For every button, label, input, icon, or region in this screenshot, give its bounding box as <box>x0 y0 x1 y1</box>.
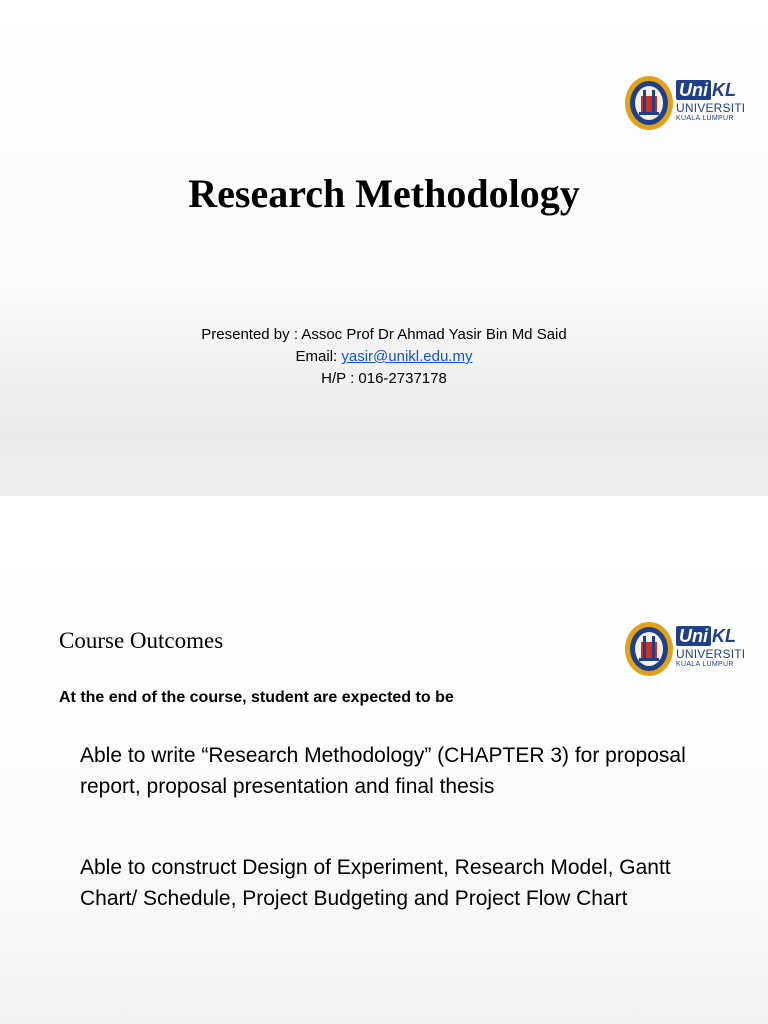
course-outcomes-slide <box>0 528 768 1024</box>
logo-uni: Uni <box>676 80 711 100</box>
email-line <box>0 346 768 368</box>
logo-universiti: UNIVERSITI <box>676 101 746 115</box>
outcome-item: Able to construct Design of Experiment, Research Model, Gantt Chart/ Schedule, Project Budgeting and Project Flow Chart <box>80 856 671 910</box>
presenter-info <box>0 324 768 390</box>
outcome-item: Able to write “Research Methodology” (CHAPTER 3) for proposal report, proposal presentation and final thesis <box>80 744 686 798</box>
email-label: Email: <box>295 348 342 365</box>
logo-kuala-lumpur: KUALA LUMPUR <box>676 661 734 668</box>
logo-kl: KL <box>712 80 736 100</box>
presented-by: Presented by : Assoc Prof Dr Ahmad Yasir Bin Md Said <box>201 326 567 343</box>
phone-line: H/P : 016-2737178 <box>321 370 447 387</box>
section-heading: Course Outcomes <box>59 628 224 653</box>
logo-wordmark <box>676 626 745 669</box>
unikl-logo <box>624 620 754 680</box>
logo-wordmark <box>676 80 745 123</box>
logo-kuala-lumpur: KUALA LUMPUR <box>676 115 734 122</box>
unikl-logo <box>624 74 754 134</box>
intro-text: At the end of the course, student are expected to be <box>59 689 454 706</box>
unikl-crest-icon <box>624 74 674 132</box>
unikl-crest-icon <box>624 620 674 678</box>
slide-title: Research Methodology <box>188 171 580 216</box>
logo-uni: Uni <box>676 626 711 646</box>
logo-kl: KL <box>712 626 736 646</box>
logo-universiti: UNIVERSITI <box>676 647 746 661</box>
email-link[interactable]: yasir@unikl.edu.my <box>341 348 473 365</box>
title-slide <box>0 0 768 496</box>
